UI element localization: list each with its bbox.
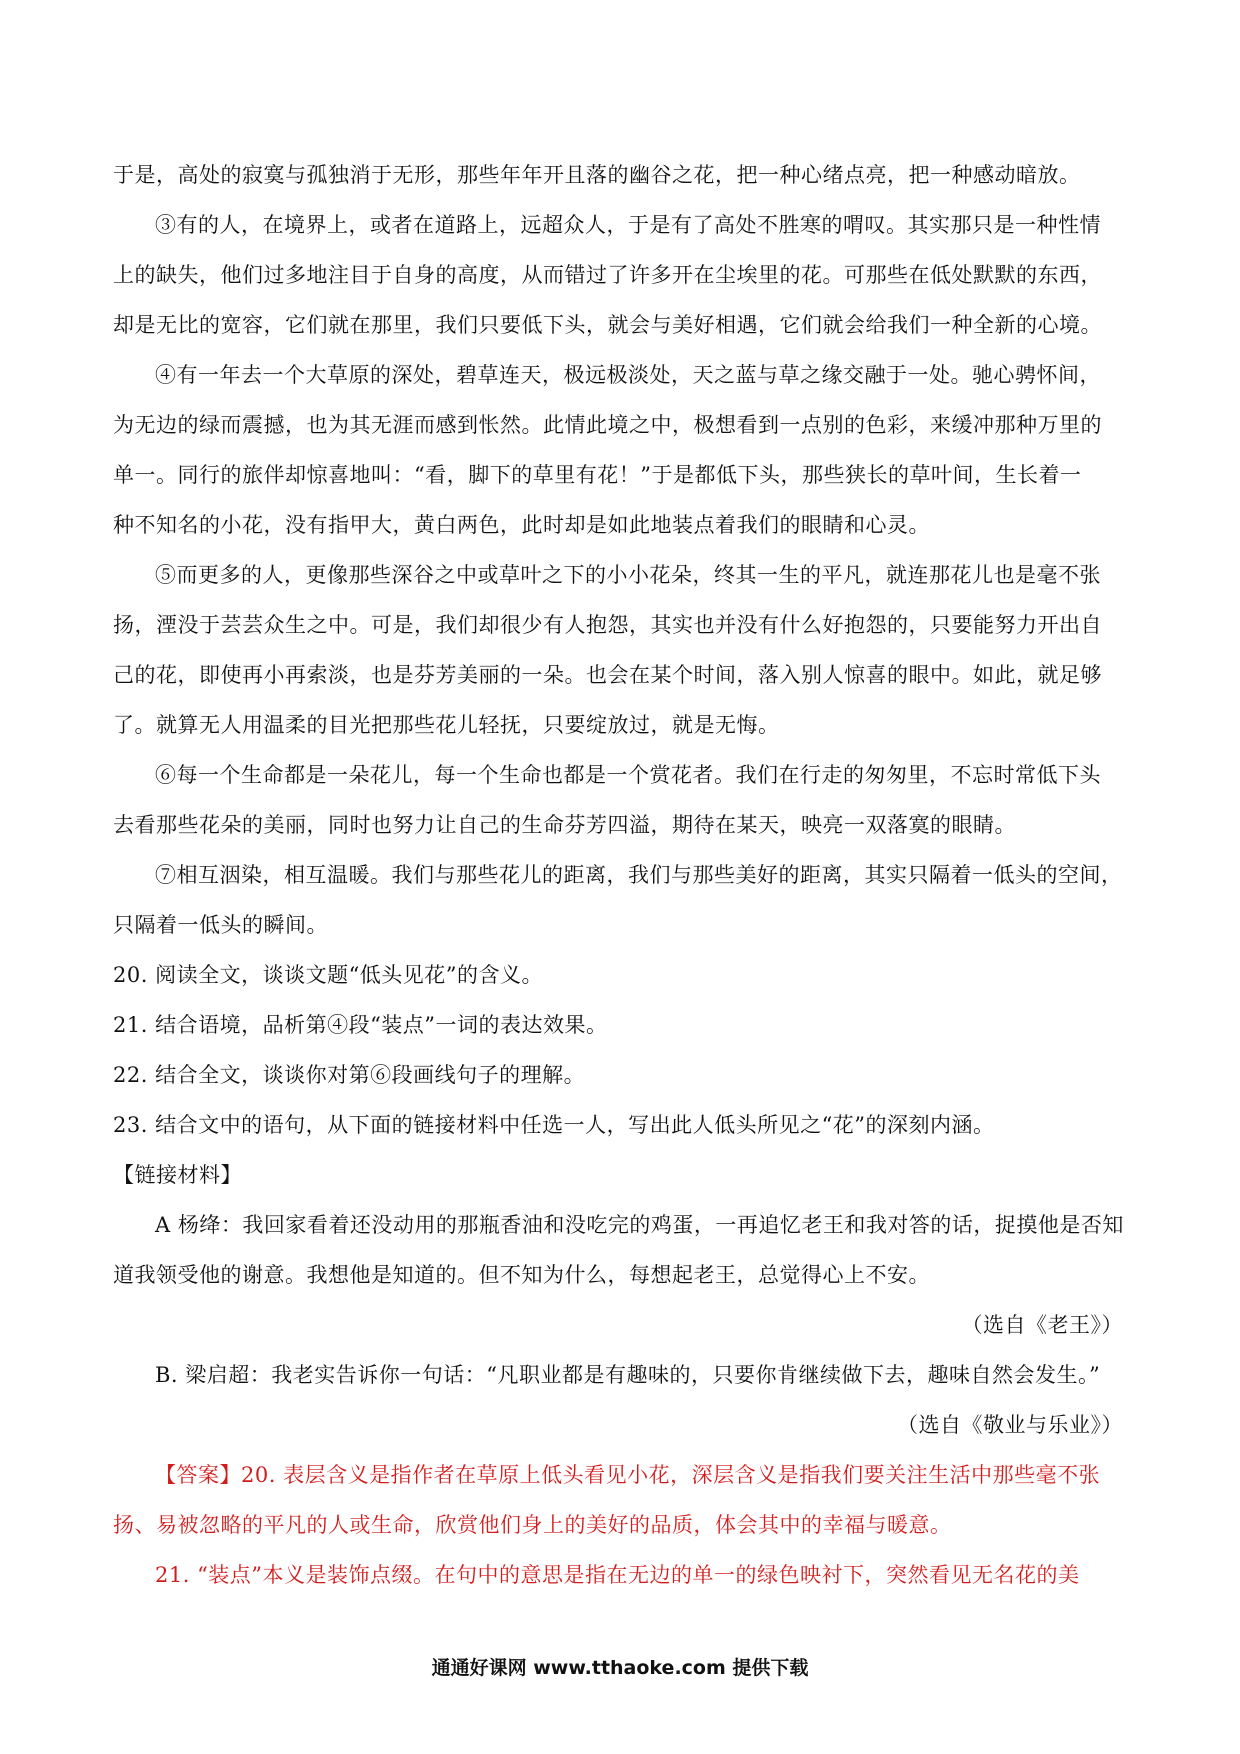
text-line: 【链接材料】 xyxy=(113,1163,242,1187)
text-line: A 杨绛：我回家看着还没动用的那瓶香油和没吃完的鸡蛋，一再追忆老王和我对答的话，捉摸他是否知 xyxy=(155,1213,1124,1237)
text-line: 21. “装点”本义是装饰点缀。在句中的意思是指在无边的单一的绿色映衬下，突然看见无名花的美 xyxy=(155,1563,1080,1587)
text-line: ⑤而更多的人，更像那些深谷之中或草叶之下的小小花朵，终其一生的平凡，就连那花儿也是毫不张 xyxy=(155,563,1101,587)
text-line: 扬、易被忽略的平凡的人或生命，欣赏他们身上的美好的品质，体会其中的幸福与暖意。 xyxy=(113,1513,952,1537)
text-line: 只隔着一低头的瞬间。 xyxy=(113,913,328,937)
text-line: 了。就算无人用温柔的目光把那些花儿轻抚，只要绽放过，就是无悔。 xyxy=(113,713,780,737)
text-line: （选自《老王》） xyxy=(961,1313,1123,1337)
text-line: 23. 结合文中的语句，从下面的链接材料中任选一人，写出此人低头所见之“花”的深刻内涵。 xyxy=(113,1113,995,1137)
text-line: （选自《敬业与乐业》） xyxy=(897,1413,1123,1437)
text-line: 20. 阅读全文，谈谈文题“低头见花”的含义。 xyxy=(113,963,544,987)
text-line: 22. 结合全文，谈谈你对第⑥段画线句子的理解。 xyxy=(113,1063,586,1087)
text-line: ④有一年去一个大草原的深处，碧草连天，极远极淡处，天之蓝与草之缘交融于一处。驰心骋怀间， xyxy=(155,363,1101,387)
text-line: 道我领受他的谢意。我想他是知道的。但不知为什么，每想起老王，总觉得心上不安。 xyxy=(113,1263,930,1287)
text-line: 单一。同行的旅伴却惊喜地叫：“看，脚下的草里有花！”于是都低下头，那些狭长的草叶间，生长着一 xyxy=(113,463,1082,487)
text-line: 为无边的绿而震撼，也为其无涯而感到怅然。此情此境之中，极想看到一点别的色彩，来缓冲那种万里的 xyxy=(113,413,1102,437)
document-body xyxy=(113,150,1123,1600)
text-line: ③有的人，在境界上，或者在道路上，远超众人，于是有了高处不胜寒的喟叹。其实那只是一种性情 xyxy=(155,213,1101,237)
text-line: 种不知名的小花，没有指甲大，黄白两色，此时却是如此地装点着我们的眼睛和心灵。 xyxy=(113,513,930,537)
text-line: 扬，湮没于芸芸众生之中。可是，我们却很少有人抱怨，其实也并没有什么好抱怨的，只要能努力开出自 xyxy=(113,613,1102,637)
text-line: B. 梁启超：我老实告诉你一句话：“凡职业都是有趣味的，只要你肯继续做下去，趣味自然会发生。” xyxy=(155,1363,1101,1387)
text-line: 却是无比的宽容，它们就在那里，我们只要低下头，就会与美好相遇，它们就会给我们一种全新的心境。 xyxy=(113,313,1102,337)
text-line: 去看那些花朵的美丽，同时也努力让自己的生命芬芳四溢，期待在某天，映亮一双落寞的眼睛。 xyxy=(113,813,1016,837)
text-line: 21. 结合语境，品析第④段“装点”一词的表达效果。 xyxy=(113,1013,608,1037)
text-line: ⑥每一个生命都是一朵花儿，每一个生命也都是一个赏花者。我们在行走的匆匆里，不忘时常低下头 xyxy=(155,763,1101,787)
text-line: 上的缺失，他们过多地注目于自身的高度，从而错过了许多开在尘埃里的花。可那些在低处默默的东西， xyxy=(113,263,1102,287)
text-line: 己的花，即使再小再索淡，也是芬芳美丽的一朵。也会在某个时间，落入别人惊喜的眼中。如此，就足够 xyxy=(113,663,1102,687)
text-line: 于是，高处的寂寞与孤独消于无形，那些年年开且落的幽谷之花，把一种心绪点亮，把一种感动暗放。 xyxy=(113,163,1081,187)
text-line: ⑦相互洇染，相互温暖。我们与那些花儿的距离，我们与那些美好的距离，其实只隔着一低头的空间， xyxy=(155,863,1123,887)
page-footer: 通通好课网 www.tthaoke.com 提供下载 xyxy=(431,1657,809,1679)
text-line: 【答案】20. 表层含义是指作者在草原上低头看见小花，深层含义是指我们要关注生活中那些毫不张 xyxy=(155,1463,1101,1487)
